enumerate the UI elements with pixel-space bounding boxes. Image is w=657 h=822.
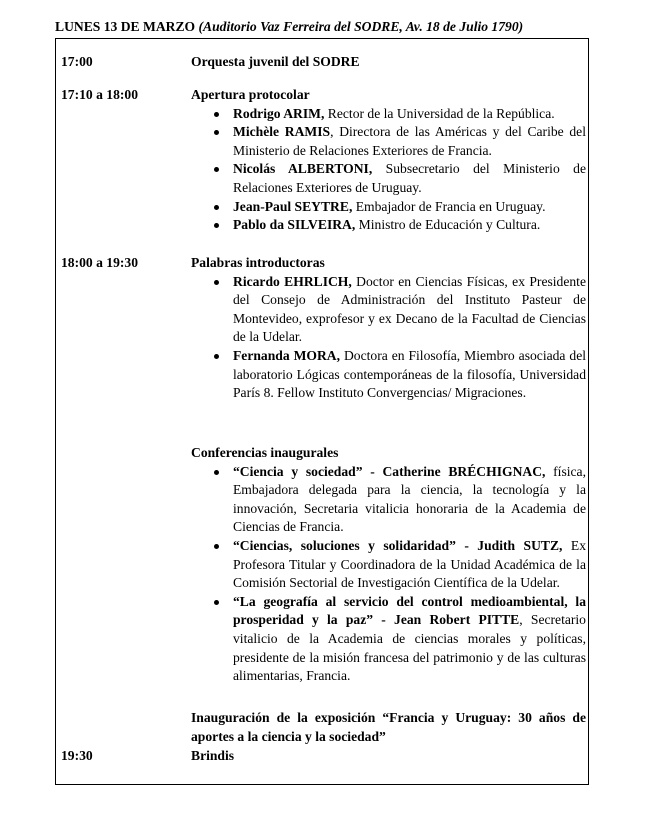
speaker-desc: , Secretario vitalicio de la Academia de ciencias morales y políticas, presidente de la misión francesa del patrimonio y de las culturas alimentarias, Francia.	[233, 612, 586, 684]
speaker-desc: Doctora en Filosofía, Miembro asociada del laboratorio Lógicas contemporáneas de la filosofía, Universidad París 8. Fellow Instituto Convergencias/ Migraciones.	[233, 347, 587, 401]
row-content	[191, 53, 586, 72]
conference-list	[191, 463, 586, 686]
list-item	[191, 216, 586, 235]
row-content	[191, 444, 586, 686]
speaker-name: Jean-Paul SEYTRE,	[233, 198, 353, 214]
speaker-desc: Ex Profesora Titular y Coordinadora de la Unidad Académica de la Comisión Sectorial de Investigación Científica de la Udelar.	[233, 537, 587, 591]
exhibition-title: Inauguración de la exposición “Francia y Uruguay: 30 años de aportes a la ciencia y la sociedad”	[191, 710, 586, 744]
list-item	[191, 463, 586, 537]
row-title: Palabras introductoras	[191, 255, 325, 270]
speaker-desc: Rector de la Universidad de la República.	[324, 105, 555, 121]
speaker-name: Fernanda MORA,	[233, 347, 341, 363]
row-time: 17:00	[61, 54, 93, 69]
speaker-name: Michèle RAMIS	[233, 124, 331, 140]
list-item	[191, 273, 586, 347]
speaker-name: Rodrigo ARIM,	[233, 105, 325, 121]
row-content	[191, 254, 586, 403]
list-item	[191, 160, 586, 197]
talk-title-speaker: “Ciencia y sociedad” - Catherine BRÉCHIGNAC,	[233, 463, 546, 479]
speaker-desc: Embajador de Francia en Uruguay.	[352, 198, 546, 214]
speaker-list	[191, 105, 586, 235]
row-title: Orquesta juvenil del SODRE	[191, 54, 360, 69]
speaker-desc: Doctor en Ciencias Físicas, ex Presidente del Consejo de Administración del Instituto Pasteur de Montevideo, exprofesor y ex Decano de la Facultad de Ciencias de la Udelar.	[233, 273, 586, 345]
list-item	[191, 198, 586, 217]
row-time: 17:10 a 18:00	[61, 87, 139, 102]
row-time: 19:30	[61, 748, 93, 763]
row-title: Apertura protocolar	[191, 87, 310, 102]
row-title: Brindis	[191, 748, 235, 763]
list-item	[191, 593, 586, 686]
page-heading	[55, 18, 523, 37]
speaker-desc: Ministro de Educación y Cultura.	[355, 217, 541, 233]
list-item	[191, 123, 586, 160]
list-item	[191, 105, 586, 124]
speaker-list	[191, 273, 586, 403]
row-title: Conferencias inaugurales	[191, 445, 339, 460]
heading-venue: (Auditorio Vaz Ferreira del SODRE, Av. 18 de Julio 1790)	[198, 19, 524, 34]
speaker-name: Ricardo EHRLICH,	[233, 273, 352, 289]
speaker-name: Nicolás ALBERTONI,	[233, 161, 373, 177]
speaker-name: Pablo da SILVEIRA,	[233, 217, 356, 233]
row-content	[191, 747, 586, 766]
speaker-desc: física, Embajadora delegada para la ciencia, la tecnología y la innovación, Secretaria vitalicia honoraria de la Academia de Ciencias de Francia.	[233, 463, 586, 535]
speaker-desc: Subsecretario del Ministerio de Relaciones Exteriores de Uruguay.	[233, 161, 586, 195]
row-content	[191, 86, 586, 235]
list-item	[191, 537, 586, 593]
talk-title-speaker: “Ciencias, soluciones y solidaridad” - Judith SUTZ,	[233, 537, 563, 553]
speaker-desc: , Directora de las Américas y del Caribe del Ministerio de Relaciones Exteriores de Francia.	[233, 124, 586, 158]
row-content	[191, 709, 586, 746]
list-item	[191, 347, 586, 403]
row-time: 18:00 a 19:30	[61, 255, 139, 270]
heading-day: LUNES 13 DE MARZO	[55, 19, 196, 34]
talk-title-speaker: “La geografía al servicio del control medioambiental, la prosperidad y la paz” - Jean Robert PITTE	[233, 593, 586, 628]
